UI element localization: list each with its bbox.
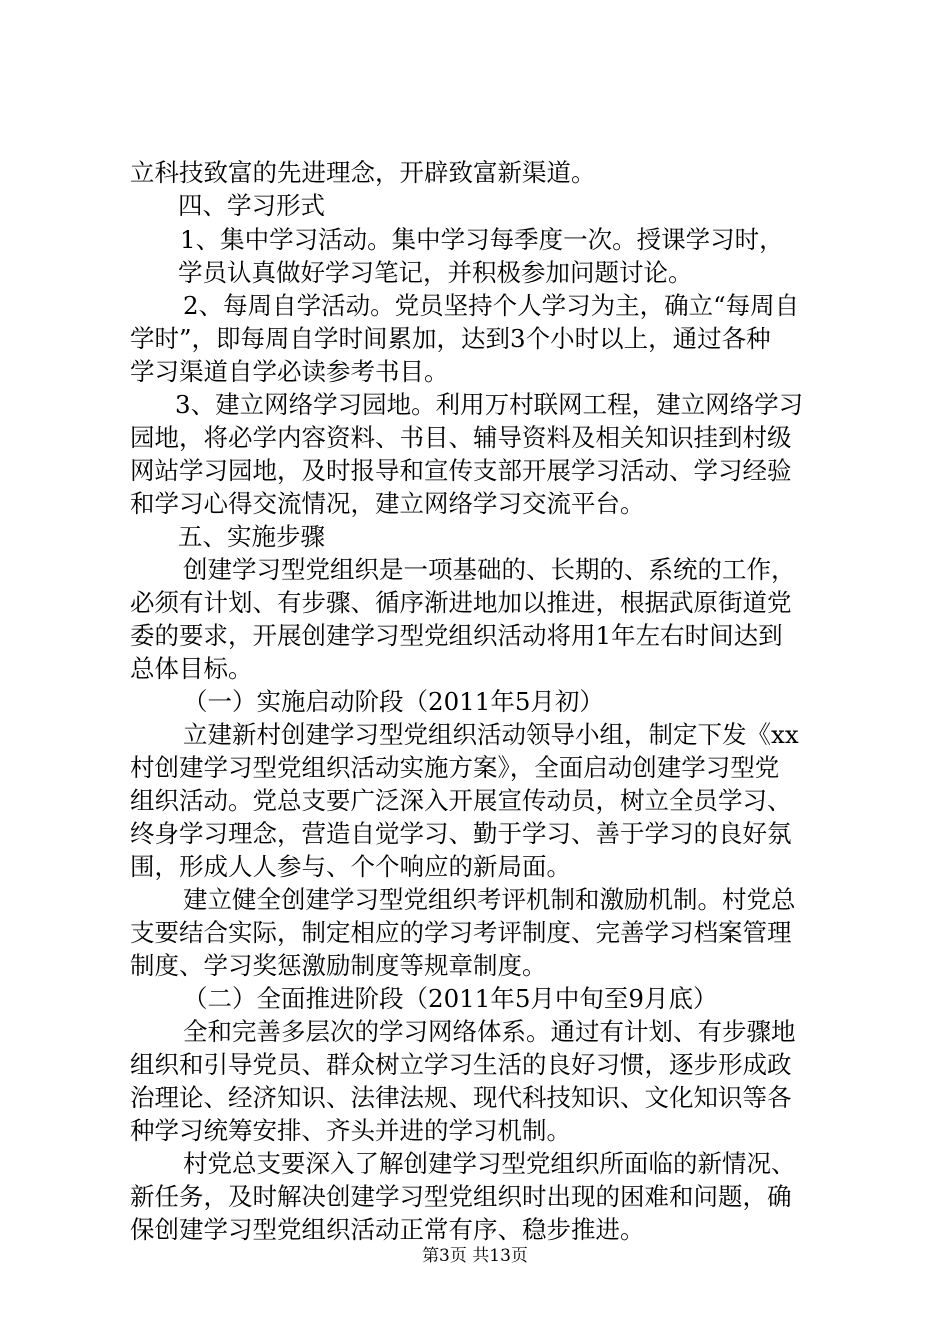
text-line: 和学习心得交流情况，建立网络学习交流平台。 — [130, 489, 645, 518]
text-line: 立科技致富的先进理念，开辟致富新渠道。 — [130, 158, 596, 187]
text-line: 1、集中学习活动。集中学习每季度一次。授课学习时， — [180, 225, 784, 254]
text-line: 组织活动。党总支要广泛深入开展宣传动员，树立全员学习、 — [130, 786, 792, 815]
text-line: 2、每周自学活动。党员坚持个人学习为主，确立“每周自 — [183, 291, 800, 320]
text-line: 建立健全创建学习型党组织考评机制和激励机制。村党总 — [183, 885, 796, 914]
text-line: 种学习统筹安排、齐头并进的学习机制。 — [130, 1116, 571, 1145]
text-line: （二）全面推进阶段（2011年5月中旬至9月底） — [183, 984, 718, 1013]
text-line: 3、建立网络学习园地。利用万村联网工程，建立网络学习 — [175, 390, 804, 419]
text-line: 新任务，及时解决创建学习型党组织时出现的困难和问题，确 — [130, 1182, 792, 1211]
text-line: 总体目标。 — [130, 654, 253, 683]
text-line: 创建学习型党组织是一项基础的、长期的、系统的工作， — [183, 555, 796, 584]
text-line: 立建新村创建学习型党组织活动领导小组，制定下发《xx — [183, 720, 799, 749]
text-line: 委的要求，开展创建学习型党组织活动将用1年左右时间达到 — [130, 621, 783, 650]
text-line: 制度、学习奖惩激励制度等规章制度。 — [130, 951, 547, 980]
text-line: 五、实施步骤 — [178, 522, 325, 551]
text-line: 组织和引导党员、群众树立学习生活的良好习惯，逐步形成政 — [130, 1050, 792, 1079]
text-line: 全和完善多层次的学习网络体系。通过有计划、有步骤地 — [183, 1017, 796, 1046]
page-footer: 第3页 共13页 — [422, 1246, 528, 1266]
text-line: 学时”，即每周自学时间累加，达到3个小时以上，通过各种 — [130, 324, 771, 353]
text-line: 四、学习形式 — [178, 191, 325, 220]
text-line: （一）实施启动阶段（2011年5月初） — [183, 687, 604, 716]
text-line: 终身学习理念，营造自觉学习、勤于学习、善于学习的良好氛 — [130, 819, 792, 848]
text-line: 村党总支要深入了解创建学习型党组织所面临的新情况、 — [183, 1149, 796, 1178]
text-line: 学员认真做好学习笔记，并积极参加问题讨论。 — [178, 258, 693, 287]
text-line: 园地，将必学内容资料、书目、辅导资料及相关知识挂到村级 — [130, 423, 792, 452]
text-line: 学习渠道自学必读参考书目。 — [130, 357, 449, 386]
text-line: 必须有计划、有步骤、循序渐进地加以推进，根据武原街道党 — [130, 588, 792, 617]
text-line: 网站学习园地，及时报导和宣传支部开展学习活动、学习经验 — [130, 456, 792, 485]
text-line: 治理论、经济知识、法律法规、现代科技知识、文化知识等各 — [130, 1083, 792, 1112]
text-line: 支要结合实际，制定相应的学习考评制度、完善学习档案管理 — [130, 918, 792, 947]
text-line: 村创建学习型党组织活动实施方案》，全面启动创建学习型党 — [130, 753, 780, 782]
text-line: 保创建学习型党组织活动正常有序、稳步推进。 — [130, 1215, 645, 1244]
text-line: 围，形成人人参与、个个响应的新局面。 — [130, 852, 571, 881]
